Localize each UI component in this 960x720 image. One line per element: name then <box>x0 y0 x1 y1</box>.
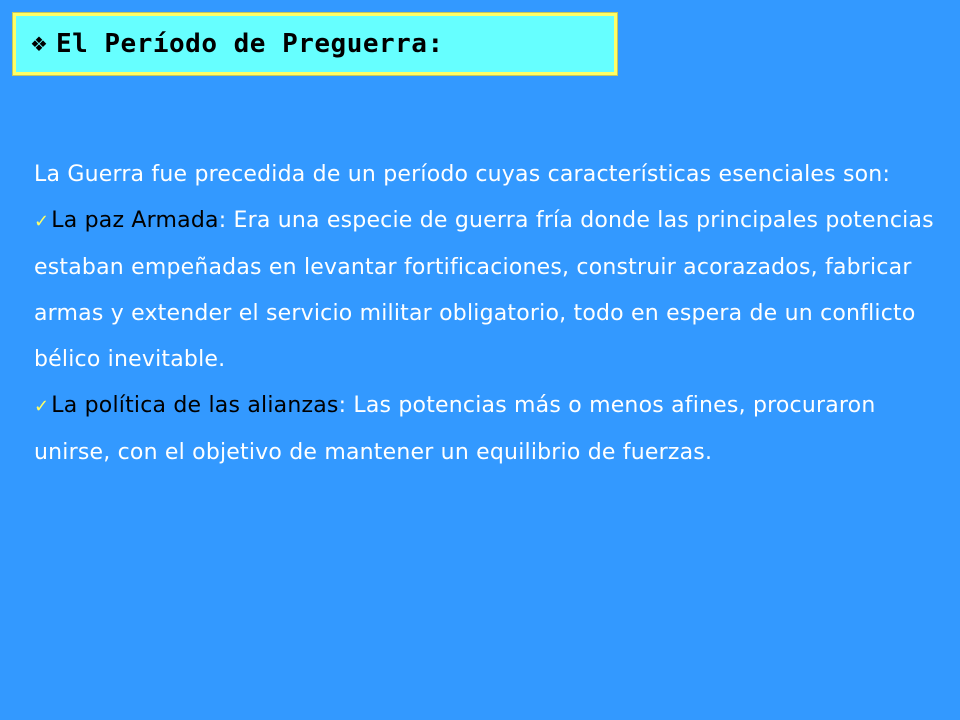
check-icon: ✓ <box>34 211 50 232</box>
check-icon: ✓ <box>34 396 50 417</box>
intro-paragraph: La Guerra fue precedida de un período cuyas características esenciales son: <box>34 162 891 187</box>
diamond-bullet-icon: ❖ <box>30 32 48 56</box>
item-text-paz-armada: Era una especie de guerra fría donde las principales potencias estaban empeñadas en levantar fortificaciones, construir acorazados, fabricar armas y extender el servicio militar obligatorio, todo en espera de un conflicto bélico inevitable. <box>34 208 934 372</box>
term-alianzas: La política de las alianzas <box>51 393 339 418</box>
term-paz-armada: La paz Armada <box>51 208 219 233</box>
title-box <box>13 13 617 75</box>
bullet-item-alianzas <box>34 383 934 476</box>
item-text-alianzas: Las potencias más o menos afines, procuraron unirse, con el objetivo de mantener un equilibrio de fuerzas. <box>34 393 876 465</box>
colon: : <box>338 393 347 418</box>
bullet-item-paz-armada <box>34 198 934 383</box>
slide-body <box>34 152 934 476</box>
colon: : <box>218 208 227 233</box>
slide-title: El Período de Preguerra: <box>55 29 444 59</box>
